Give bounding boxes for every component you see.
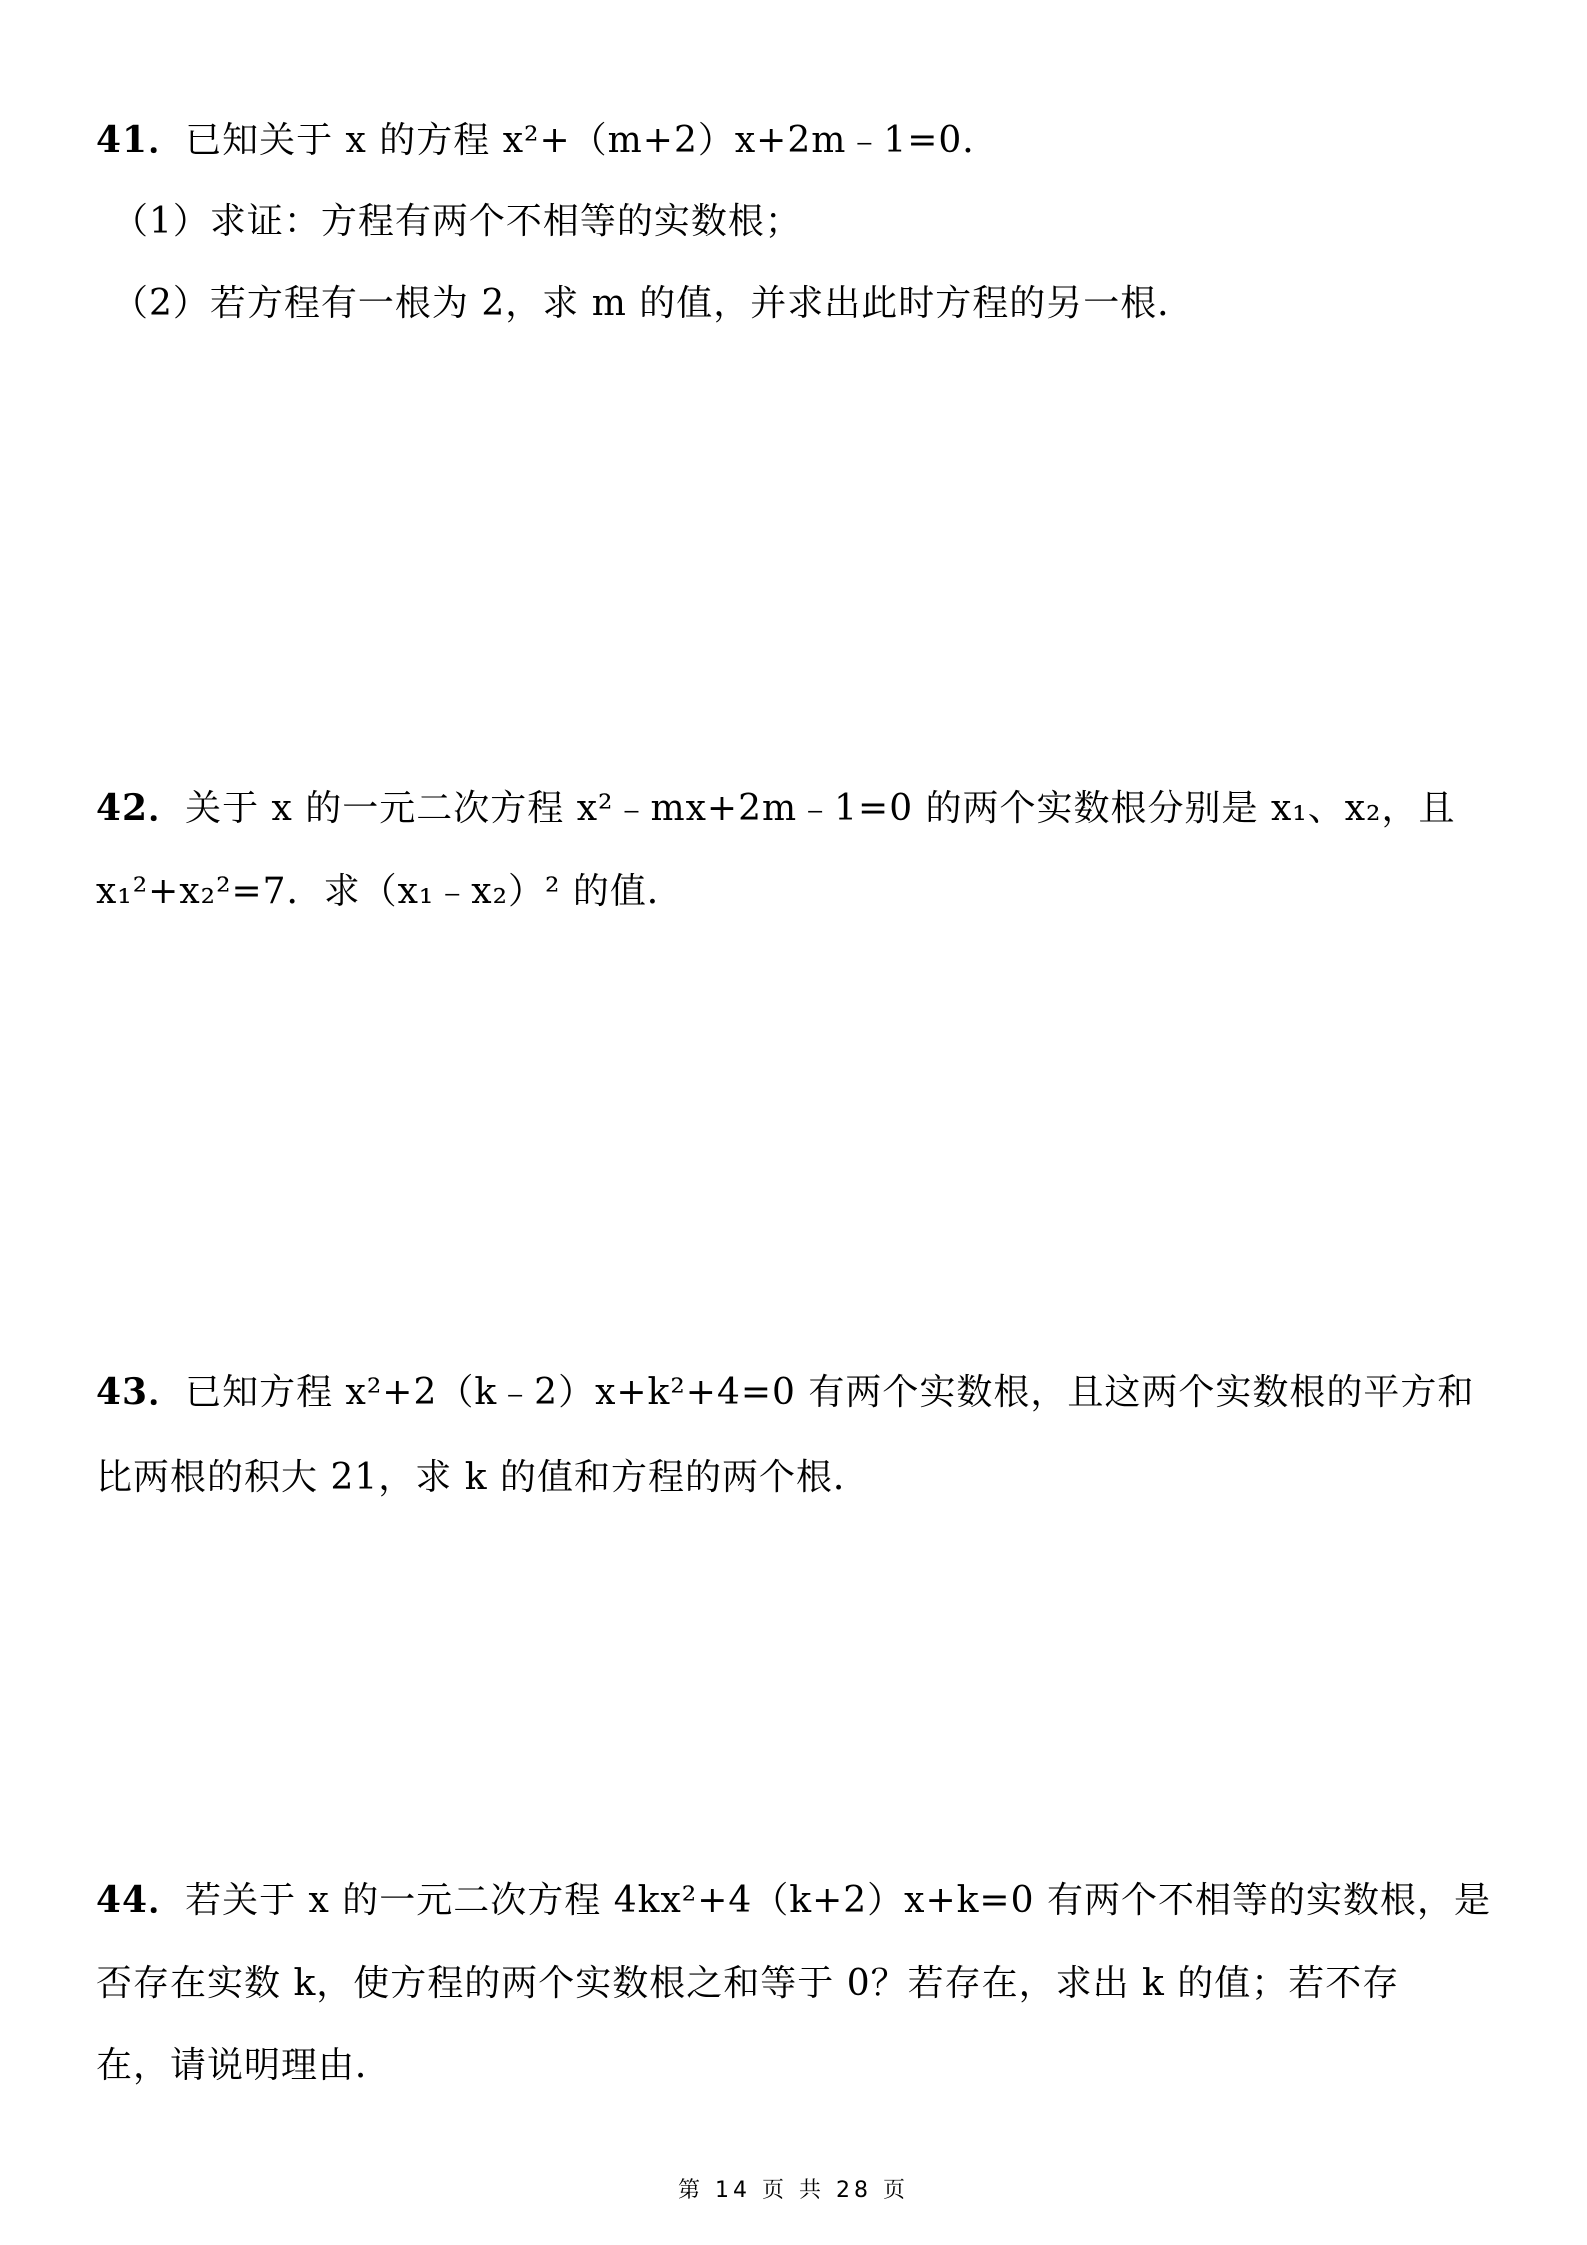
problem-text: 已知方程 x²+2（k﹣2）x+k²+4=0 有两个实数根，且这两个实数根的平方和: [185, 1372, 1475, 1413]
problem-43-line-2: [96, 1456, 870, 1500]
problem-text: x₁²+x₂²=7．求（x₁﹣x₂）² 的值．: [96, 871, 684, 912]
problem-text: （1）求证：方程有两个不相等的实数根；: [112, 201, 802, 242]
problem-number: 42．: [96, 787, 186, 829]
problem-44-line-2: [96, 1962, 1399, 2006]
problem-43-line-1: [96, 1370, 1474, 1415]
page-footer: 第 14 页 共 28 页: [678, 2178, 909, 2203]
problem-number: 44．: [96, 1879, 186, 1921]
problem-42-line-2: [96, 870, 684, 914]
problem-number: 41．: [96, 119, 186, 161]
problem-text: 已知关于 x 的方程 x²+（m+2）x+2m﹣1=0．: [185, 120, 1000, 161]
problem-44-line-1: [96, 1878, 1491, 1923]
problem-text: 在，请说明理由．: [96, 2045, 393, 2086]
problem-text: 否存在实数 k，使方程的两个实数根之和等于 0？若存在，求出 k 的值；若不存: [96, 1963, 1400, 2004]
problem-41-line-3: [112, 282, 1194, 326]
problem-text: （2）若方程有一根为 2，求 m 的值，并求出此时方程的另一根．: [112, 283, 1195, 324]
problem-text: 若关于 x 的一元二次方程 4kx²+4（k+2）x+k=0 有两个不相等的实数根，是: [185, 1880, 1491, 1921]
problem-41-line-1: [96, 118, 999, 163]
problem-number: 43．: [96, 1371, 186, 1413]
problem-42-line-1: [96, 786, 1455, 831]
problem-41-line-2: [112, 200, 802, 244]
problem-text: 比两根的积大 21，求 k 的值和方程的两个根．: [96, 1457, 870, 1498]
problem-text: 关于 x 的一元二次方程 x²﹣mx+2m﹣1=0 的两个实数根分别是 x₁、x₂，且: [185, 788, 1456, 829]
problem-44-line-3: [96, 2044, 392, 2088]
